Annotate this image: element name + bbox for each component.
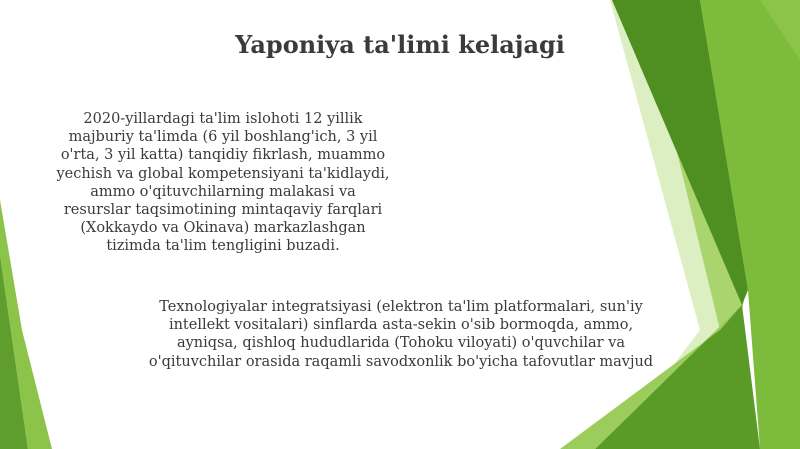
paragraph-reform: 2020-yillardagi ta'lim islohoti 12 yillik majburiy ta'limda (6 yil boshlang'ich, 3 yil o'rta, 3 yil katta) tanqidiy fikrlash, muammo yechish va global kompetensiyani ta'kidlaydi, ammo o'qituvchilarning malakasi va resurslar taqsimotining mintaqaviy farqlari (Xokkaydo va Okinava) markazlashgan tizimda ta'lim tengligini buzadi. [56,111,390,255]
paragraph-technology: Texnologiyalar integratsiyasi (elektron ta'lim platformalari, sun'iy intellekt vositalari) sinflarda asta-sekin o'sib bormoqda, ammo, ayniqsa, qishloq hududlarida (Tohoku viloyati) o'quvchilar va o'qituvchilar orasida raqamli savodxonlik bo'yicha tafovutlar mavjud [148,299,654,370]
slide-title: Yaponiya ta'limi kelajagi [235,30,565,59]
